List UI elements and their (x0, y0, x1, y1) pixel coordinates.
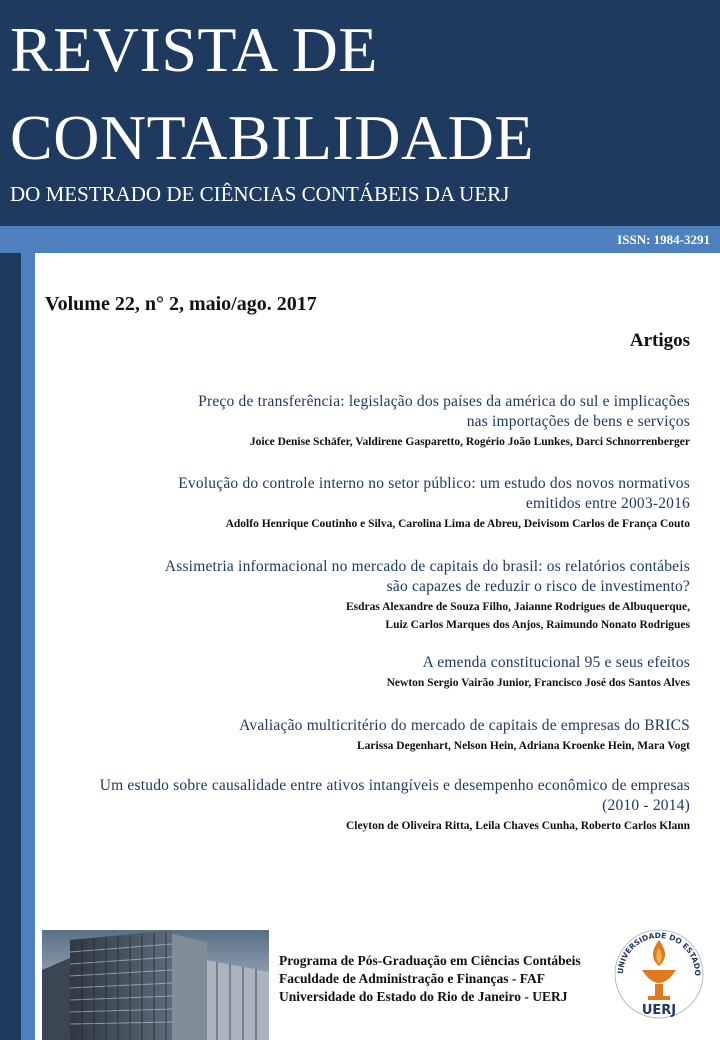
university-line: Universidade do Estado do Rio de Janeiro - UERJ (279, 989, 568, 1004)
article-4[interactable] (50, 653, 690, 692)
article-authors: Adolfo Henrique Coutinho e Silva, Carolina Lima de Abreu, Deivisom Carlos de França Couto (225, 518, 690, 530)
issn-label: ISSN: 1984-3291 (617, 232, 710, 247)
article-authors: Larissa Degenhart, Nelson Hein, Adriana Kroenke Hein, Mara Vogt (357, 740, 690, 752)
article-title[interactable]: Assimetria informacional no mercado de capitais do brasil: os relatórios contábeis são capazes de reduzir o risco de investimento? (164, 558, 690, 595)
article-title[interactable]: Avaliação multicritério do mercado de capitais de empresas do BRICS (239, 717, 690, 734)
article-title[interactable]: Evolução do controle interno no setor público: um estudo dos novos normativos emitidos entre 2003-2016 (178, 475, 690, 512)
faculty-line: Faculdade de Administração e Finanças - FAF (279, 971, 545, 986)
article-3[interactable] (50, 557, 690, 634)
sidebar-stripe-light (21, 253, 35, 1040)
article-authors: Esdras Alexandre de Souza Filho, Jaianne Rodrigues de Albuquerque, Luiz Carlos Marques dos Anjos, Raimundo Nonato Rodrigues (345, 601, 690, 631)
article-authors: Cleyton de Oliveira Ritta, Leila Chaves Cunha, Roberto Carlos Klann (345, 820, 690, 832)
volume-info: Volume 22, n° 2, maio/ago. 2017 (45, 293, 317, 315)
journal-subtitle: DO MESTRADO DE CIÊNCIAS CONTÁBEIS DA UERJ (10, 182, 510, 206)
program-info (279, 952, 581, 1006)
logo-abbrev: UERJ (641, 1003, 677, 1018)
article-2[interactable] (50, 474, 690, 533)
issn-bar (0, 226, 720, 253)
uerj-logo (612, 922, 706, 1030)
logo-ring-text: UNIVERSIDADE DO ESTADO (615, 930, 703, 977)
journal-title-line2: CONTABILIDADE (10, 102, 534, 173)
article-authors: Joice Denise Schäfer, Valdirene Gasparetto, Rogério João Lunkes, Darci Schnorrenberger (249, 436, 690, 448)
article-6[interactable] (50, 776, 690, 835)
article-title[interactable]: Preço de transferência: legislação dos países da américa do sul e implicações nas importações de bens e serviços (198, 393, 690, 430)
sidebar-stripe-dark (0, 253, 21, 1040)
article-authors: Newton Sergio Vairão Junior, Francisco José dos Santos Alves (386, 677, 690, 689)
article-title[interactable]: A emenda constitucional 95 e seus efeitos (422, 654, 690, 671)
masthead (0, 0, 720, 226)
building-photo (42, 930, 269, 1040)
article-title[interactable]: Um estudo sobre causalidade entre ativos intangíveis e desempenho econômico de empresas (2010 - 2014) (99, 777, 690, 814)
program-line: Programa de Pós-Graduação em Ciências Contábeis (279, 953, 581, 968)
article-1[interactable] (50, 392, 690, 451)
section-heading: Artigos (629, 330, 690, 351)
article-5[interactable] (50, 716, 690, 755)
journal-title-line1: REVISTA DE (10, 14, 378, 85)
